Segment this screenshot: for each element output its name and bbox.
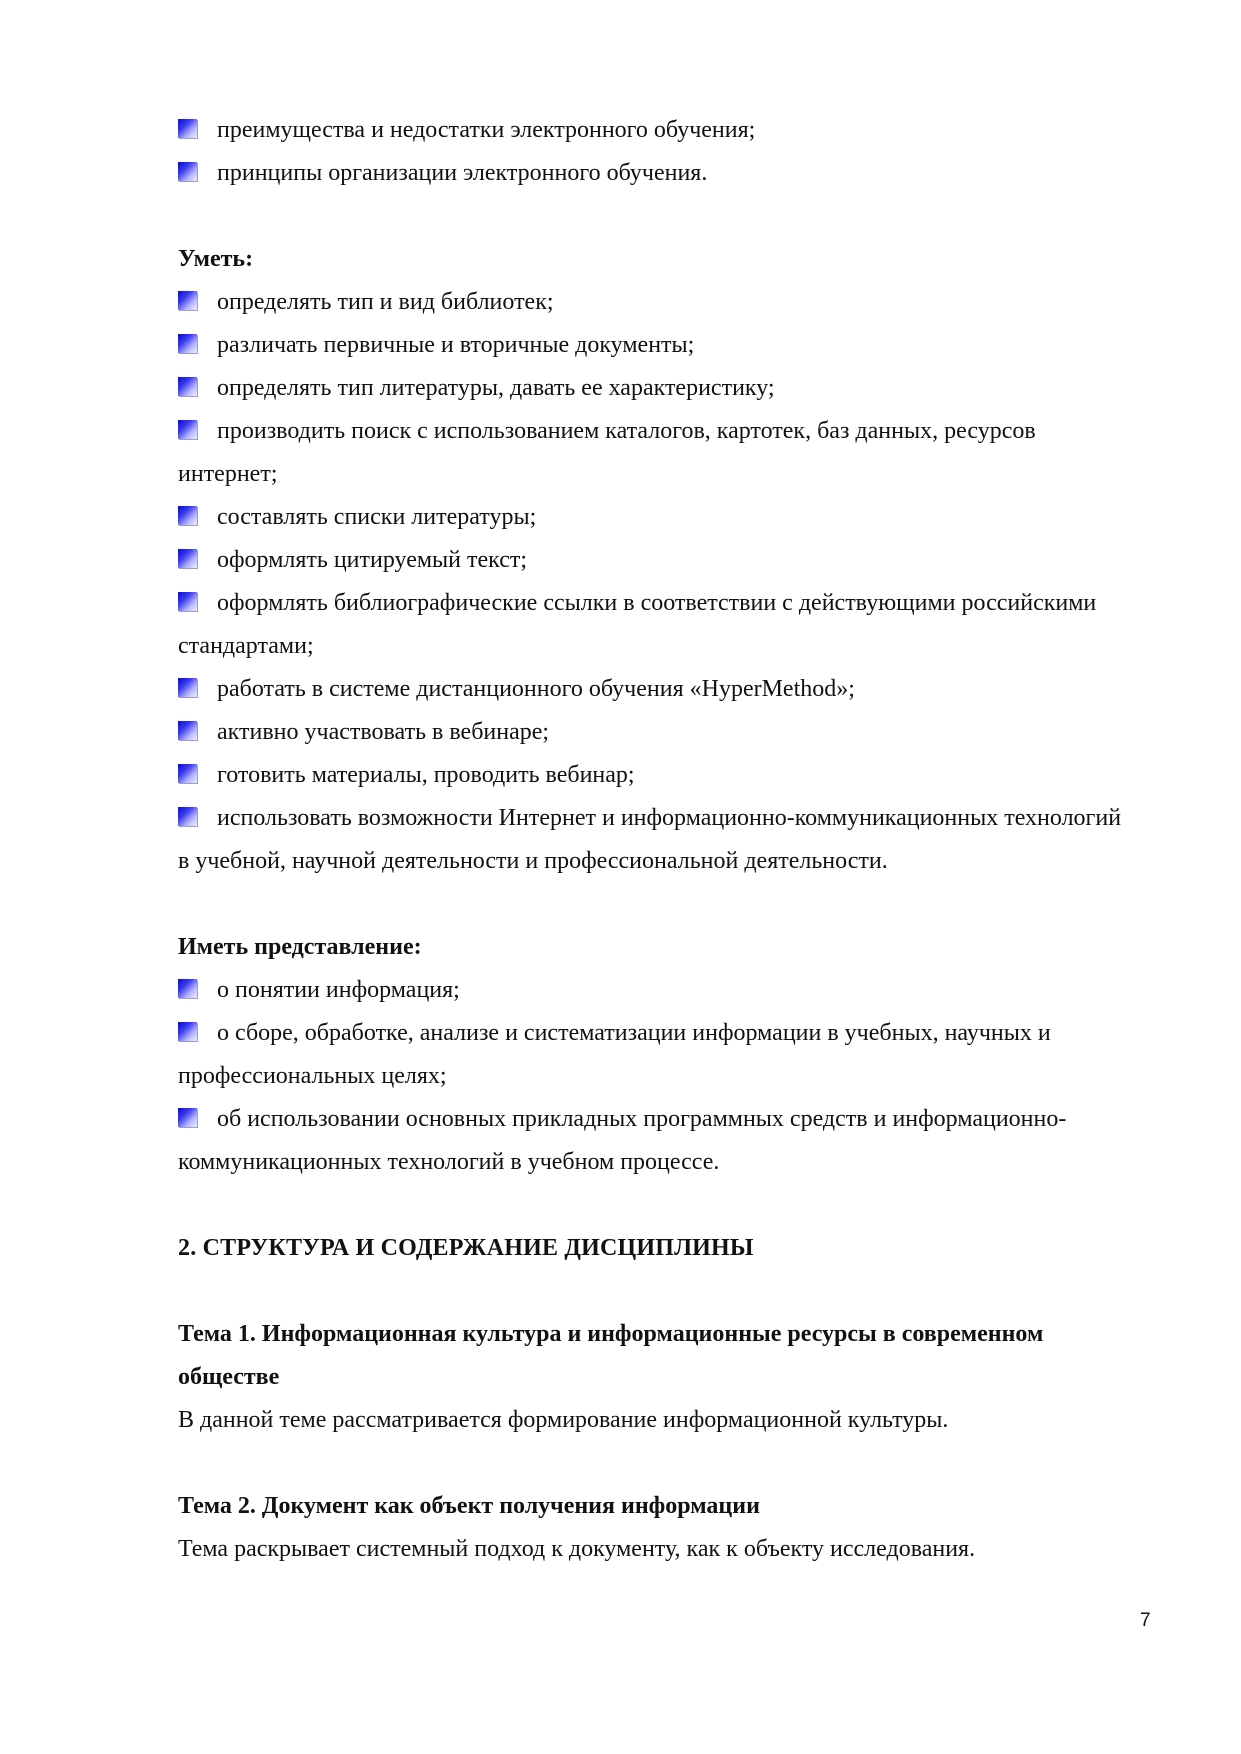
topic-title: Тема 1. Информационная культура и информационные ресурсы в современном обществе: [178, 1321, 1044, 1390]
square-bullet-icon: [178, 119, 197, 138]
page-number: 7: [1140, 1610, 1151, 1631]
list-item: составлять списки литературы;: [178, 496, 1138, 539]
topic-block: [178, 1313, 1138, 1442]
list-item: определять тип литературы, давать ее характеристику;: [178, 367, 1138, 410]
square-bullet-icon: [178, 592, 197, 611]
page-content: [178, 109, 1138, 1571]
spacer: [178, 1270, 1138, 1313]
list-item: о сборе, обработке, анализе и систематизации информации в учебных, научных и профессиональных целях;: [178, 1020, 1051, 1089]
list-item: различать первичные и вторичные документы;: [178, 324, 1138, 367]
square-bullet-icon: [178, 764, 197, 783]
list-item: о понятии информация;: [178, 969, 1138, 1012]
square-bullet-icon: [178, 162, 197, 181]
square-bullet-icon: [178, 979, 197, 998]
square-bullet-icon: [178, 807, 197, 826]
square-bullet-icon: [178, 549, 197, 568]
spacer: [178, 883, 1138, 926]
square-bullet-icon: [178, 291, 197, 310]
list-item: оформлять библиографические ссылки в соответствии с действующими российскими стандартами;: [178, 590, 1097, 659]
section-title: 2. СТРУКТУРА И СОДЕРЖАНИЕ ДИСЦИПЛИНЫ: [178, 1235, 754, 1261]
square-bullet-icon: [178, 721, 197, 740]
spacer: [178, 1184, 1138, 1227]
intro-list: [178, 109, 1138, 195]
list-item: активно участвовать в вебинаре;: [178, 711, 1138, 754]
spacer: [178, 1442, 1138, 1485]
list-item: работать в системе дистанционного обучения «HyperMethod»;: [178, 668, 1138, 711]
list-item: принципы организации электронного обучения.: [178, 152, 1138, 195]
square-bullet-icon: [178, 334, 197, 353]
list-item: использовать возможности Интернет и информационно-коммуникационных технологий в учебной, научной деятельности и профессиональной деятельности.: [178, 805, 1122, 874]
list-item: производить поиск с использованием каталогов, картотек, баз данных, ресурсов интернет;: [178, 418, 1036, 487]
topic-description: В данной теме рассматривается формирование информационной культуры.: [178, 1407, 949, 1433]
list-item: об использовании основных прикладных программных средств и информационно-коммуникационных технологий в учебном процессе.: [178, 1106, 1067, 1175]
awareness-list: [178, 969, 1138, 1184]
topic-title: Тема 2. Документ как объект получения информации: [178, 1493, 760, 1519]
spacer: [178, 195, 1138, 238]
square-bullet-icon: [178, 1022, 197, 1041]
square-bullet-icon: [178, 678, 197, 697]
topic-block: [178, 1485, 1138, 1571]
square-bullet-icon: [178, 1108, 197, 1127]
skills-list: [178, 281, 1138, 883]
list-item: готовить материалы, проводить вебинар;: [178, 754, 1138, 797]
square-bullet-icon: [178, 420, 197, 439]
awareness-heading: Иметь представление:: [178, 934, 422, 960]
square-bullet-icon: [178, 506, 197, 525]
list-item: определять тип и вид библиотек;: [178, 281, 1138, 324]
topic-description: Тема раскрывает системный подход к документу, как к объекту исследования.: [178, 1536, 976, 1562]
list-item: преимущества и недостатки электронного обучения;: [178, 109, 1138, 152]
list-item: оформлять цитируемый текст;: [178, 539, 1138, 582]
square-bullet-icon: [178, 377, 197, 396]
skills-heading: Уметь:: [178, 246, 254, 272]
